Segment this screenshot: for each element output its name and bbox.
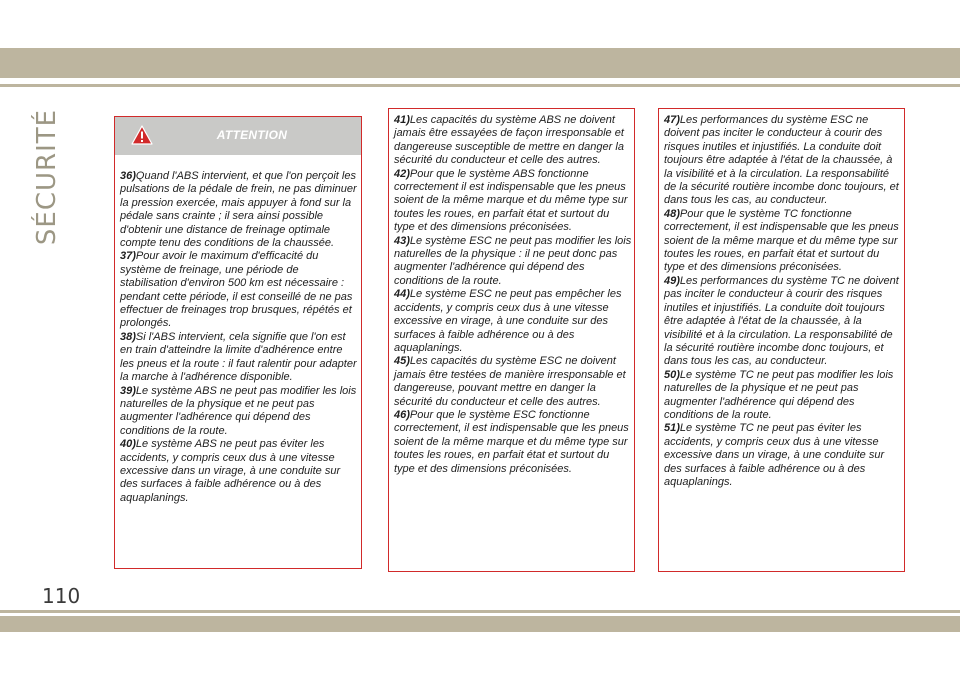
item-number: 46) xyxy=(394,408,410,421)
item-number: 48) xyxy=(664,207,680,220)
item-number: 51) xyxy=(664,422,680,435)
item-text: Les performances du système ESC ne doivent pas inciter le conducteur à courir des risques inutiles et injustifiés. La conduite doit toujours être adaptée à l'état de la chaussée, à la visibilité et à la circulation. La responsabilité de la sécurité routière incombe donc toujours, et dans tous les cas, au conducteur. xyxy=(664,114,899,207)
item-text: Le système ESC ne peut pas empêcher les accidents, y compris ceux dus à une vitesse excessive en virage, à une conduite sur des surfaces à faible adhérence ou à des aquaplanings. xyxy=(394,288,622,354)
page-number: 110 xyxy=(42,584,81,608)
item-text: Pour que le système ESC fonctionne correctement, il est indispensable que les pneus soient de la même marque et du même type sur toutes les roues, en parfait état et surtout du type et des dimensions préconisées. xyxy=(394,408,629,475)
item-number: 50) xyxy=(664,368,680,381)
item-number: 42) xyxy=(394,167,410,180)
item-text: Si l'ABS intervient, cela signifie que l'on est en train d'atteindre la limite d'adhérence entre les pneus et la route : il faut ralentir pour adapter la marche à l'adhérence disponible. xyxy=(120,330,357,384)
item-text: Les performances du système TC ne doivent pas inciter le conducteur à courir des risques inutiles et injustifiés. La conduite doit toujours être adaptée à l'état de la chaussée, à la visibilité et à la circulation. La responsabilité de la sécurité routière incombe donc toujours, et dans tous les cas, au conducteur. xyxy=(664,274,899,368)
warning-item xyxy=(664,275,902,369)
warning-item xyxy=(664,369,902,423)
item-number: 37) xyxy=(120,250,136,263)
item-text: Pour que le système TC fonctionne correctement, il est indispensable que les pneus soient de la même marque et du même type sur toutes les roues, en parfait état et surtout du type et des dimensions préconisées. xyxy=(664,207,899,274)
warning-item xyxy=(664,114,902,208)
item-text: Pour que le système ABS fonctionne correctement il est indispensable que les pneus soient de la même marque et du même type sur toutes les roues, en parfait état et surtout du type et des dimensions préconisées. xyxy=(394,167,628,234)
item-text: Le système ABS ne peut pas éviter les accidents, y compris ceux dus à une vitesse excessive dans un virage, à une conduite sur des surfaces à faible adhérence ou à des aquaplanings. xyxy=(120,438,341,504)
item-text: Quand l'ABS intervient, et que l'on perçoit les pulsations de la pédale de frein, ne pas diminuer la pression exercée, mais appuyer à fond sur la pédale sans crainte ; il sera ainsi possible d'obtenir une distance de freinage optimale compte tenu des conditions de la chaussée. xyxy=(120,170,357,250)
warning-item xyxy=(120,385,359,439)
item-number: 39) xyxy=(120,384,136,397)
warning-item xyxy=(664,422,902,489)
item-number: 43) xyxy=(394,234,410,247)
item-number: 36) xyxy=(120,170,136,182)
warning-box xyxy=(114,116,362,569)
warning-item xyxy=(394,409,632,476)
warning-item xyxy=(394,114,632,168)
warning-item xyxy=(120,438,359,505)
warning-item xyxy=(664,208,902,275)
item-number: 47) xyxy=(664,114,680,126)
item-number: 44) xyxy=(394,288,410,301)
item-text: Les capacités du système ESC ne doivent jamais être testées de manière irresponsable et dangereuse, pouvant mettre en danger la sécurité du conducteur et celle des autres. xyxy=(394,355,626,408)
footer-rule xyxy=(0,610,960,613)
warning-title: ATTENTION xyxy=(216,128,288,142)
item-text: Le système ABS ne peut pas modifier les lois naturelles de la physique et ne peut pas augmenter l'adhérence qui dépend des conditions de la route. xyxy=(120,384,357,437)
item-number: 40) xyxy=(120,438,136,451)
warning-item xyxy=(120,331,359,385)
header-band xyxy=(0,48,960,78)
item-number: 41) xyxy=(394,114,410,126)
warning-item xyxy=(394,288,632,355)
item-text: Le système TC ne peut pas éviter les accidents, y compris ceux dus à une vitesse excessive dans un virage, à une conduite sur des surfaces à faible adhérence ou à des aquaplanings. xyxy=(664,422,885,488)
item-number: 45) xyxy=(394,355,410,368)
warning-header xyxy=(115,117,361,155)
item-number: 49) xyxy=(664,274,680,287)
warning-item xyxy=(394,355,632,409)
item-text: Le système ESC ne peut pas modifier les lois naturelles de la physique : il ne peut donc pas augmenter l'adhérence qui dépend des conditions de la route. xyxy=(394,234,632,287)
column-2-box xyxy=(388,108,635,572)
warning-item xyxy=(394,235,632,289)
warning-item xyxy=(394,168,632,235)
column-3-box xyxy=(658,108,905,572)
item-number: 38) xyxy=(120,330,136,343)
warning-item xyxy=(120,250,359,330)
section-title xyxy=(33,102,61,252)
item-text: Le système TC ne peut pas modifier les lois naturelles de la physique et ne peut pas augmenter l'adhérence qui dépend des conditions de la route. xyxy=(664,368,894,421)
item-text: Pour avoir le maximum d'efficacité du système de freinage, une période de stabilisation d'environ 500 km est nécessaire : pendant cette période, il est conseillé de ne pas effectuer de freinages trop brusques, répétés et prolongés. xyxy=(120,250,353,330)
column-1-text xyxy=(120,170,359,505)
warning-item xyxy=(120,170,359,250)
footer-band xyxy=(0,616,960,632)
column-2-text xyxy=(394,114,632,476)
column-3-text xyxy=(664,114,902,489)
item-text: Les capacités du système ABS ne doivent jamais être essayées de façon irresponsable et dangereuse susceptible de mettre en danger la sécurité du conducteur et celle des autres. xyxy=(394,114,624,167)
header-rule xyxy=(0,84,960,87)
section-title-text: SÉCURITÉ xyxy=(32,108,63,246)
